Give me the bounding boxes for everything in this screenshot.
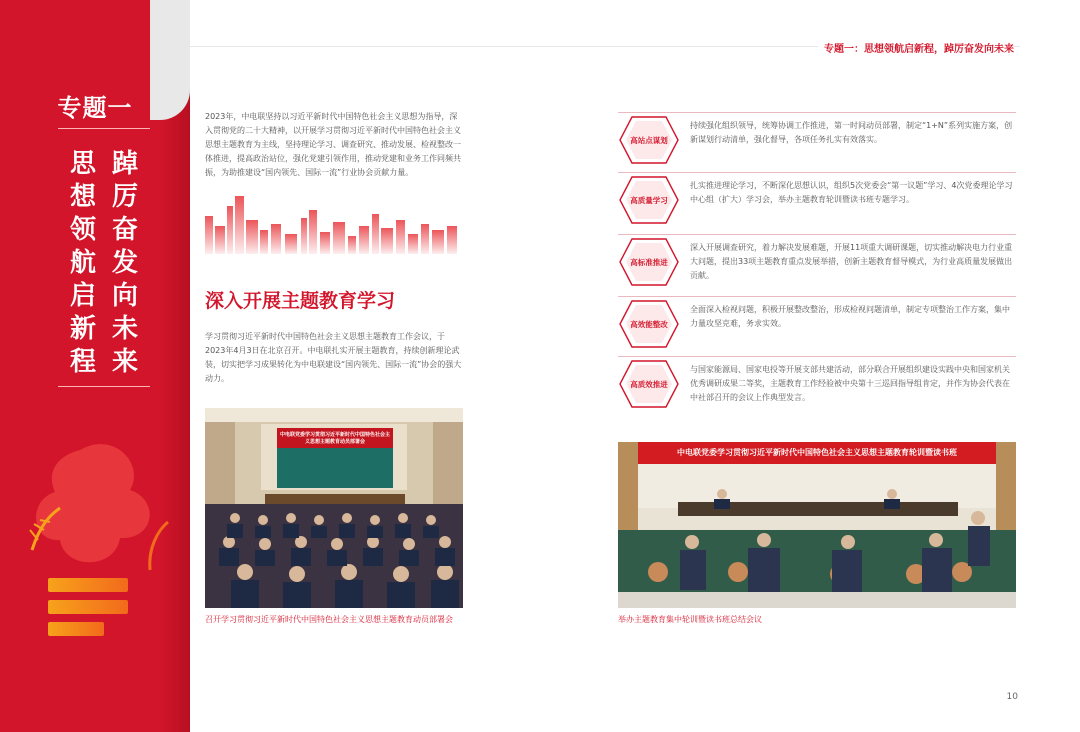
row-tag bbox=[618, 115, 680, 165]
row-text: 与国家能源局、国家电投等开展支部共建活动，部分联合开展组织建设实践中央和国家机关优秀调研成果二等奖，主题教育工作经验被中央第十三巡回指导组肯定，并作为协会代表在中社部召开的会议上作典型发言。 bbox=[690, 365, 1010, 402]
meeting-photo-left bbox=[205, 408, 463, 608]
row-rule bbox=[618, 296, 1016, 297]
row-rule bbox=[618, 234, 1016, 235]
photo-left-banner: 中电联党委学习贯彻习近平新时代中国特色社会主义思想主题教育动员部署会 bbox=[279, 432, 390, 445]
row-rule bbox=[618, 172, 1016, 173]
header-topic: 专题一：思想领航启新程，踔厉奋发向未来 bbox=[818, 40, 1014, 55]
row-text: 扎实推进理论学习，不断深化思想认识，组织5次党委会“第一议题”学习、4次党委理论学习中心组（扩大）学习会，举办主题教育轮训暨读书班专题学习。 bbox=[690, 181, 1013, 204]
sidebar-divider-bottom bbox=[58, 386, 150, 387]
decorative-leaf-icon bbox=[20, 430, 170, 580]
row-text: 全面深入检视问题，积极开展整改整治，形成检视问题清单，制定专项整治工作方案，集中力量攻坚克难，务求实效。 bbox=[690, 305, 1010, 328]
row-text: 深入开展调查研究，着力解决发展难题，开展11项重大调研课题，切实推动解决电力行业重大问题，提出33项主题教育重点发展举措，创新主题教育督导模式，为行业高质量发展做出贡献。 bbox=[690, 243, 1013, 280]
row-tag bbox=[618, 175, 680, 225]
meeting-photo-right bbox=[618, 442, 1016, 608]
row-rule bbox=[618, 112, 1016, 113]
intro-paragraph: 2023年，中电联坚持以习近平新时代中国特色社会主义思想为指导，深入贯彻党的二十大精神，以开展学习贯彻习近平新时代中国特色社会主义思想主题教育为主线，坚持理论学习、调查研究、推动发展、检视整改一体推进，提高政治站位，强化党建引领作用，推动党建和业务工作同频共振，为助推建设“国内领先、国际一流”行业协会贡献力量。 bbox=[205, 112, 461, 177]
sidebar-divider-top bbox=[58, 128, 150, 129]
row-tag-label: 高质量学习 bbox=[630, 195, 668, 205]
initiative-row bbox=[618, 112, 1016, 168]
row-text: 持续强化组织领导，统筹协调工作推进，第一时间动员部署，制定“1+N”系列实施方案，创新谋划行动清单，强化督导，各项任务扎实有效落实。 bbox=[690, 121, 1013, 144]
page-number: 10 bbox=[1006, 692, 1018, 702]
photo-left-caption: 召开学习贯彻习近平新时代中国特色社会主义思想主题教育动员部署会 bbox=[205, 615, 453, 624]
initiative-row bbox=[618, 172, 1016, 228]
photo-right-banner: 中电联党委学习贯彻习近平新时代中国特色社会主义思想主题教育轮训暨读书班 bbox=[677, 448, 957, 457]
sidebar-vertical-title-right: 踔厉奋发向未来 bbox=[111, 149, 138, 377]
decorative-bars bbox=[48, 578, 128, 642]
section-title: 深入开展主题教育学习 bbox=[205, 290, 396, 312]
row-tag bbox=[618, 359, 680, 409]
sidebar-vertical-title-left: 思想领航启新程 bbox=[69, 149, 96, 377]
initiative-row bbox=[618, 356, 1016, 412]
initiative-row bbox=[618, 296, 1016, 352]
row-rule bbox=[618, 356, 1016, 357]
section-body: 学习贯彻习近平新时代中国特色社会主义思想主题教育工作会议，于2023年4月3日在北京召开。中电联扎实开展主题教育，持续创新理论武装，切实把学习成果转化为中电联建设“国内领先、国际一流”协会的强大动力。 bbox=[205, 332, 462, 383]
row-tag-label: 高质效推进 bbox=[630, 379, 668, 389]
photo-right-caption: 举办主题教育集中轮训暨读书班总结会议 bbox=[618, 615, 762, 624]
row-tag-label: 高效能整改 bbox=[630, 319, 668, 329]
row-tag-label: 高标准推进 bbox=[630, 257, 668, 267]
topic-badge: 专题一 bbox=[57, 94, 133, 122]
row-tag bbox=[618, 299, 680, 349]
skyline-graphic bbox=[205, 196, 463, 254]
initiative-row bbox=[618, 234, 1016, 290]
row-tag-label: 高站点谋划 bbox=[630, 135, 668, 145]
row-tag bbox=[618, 237, 680, 287]
